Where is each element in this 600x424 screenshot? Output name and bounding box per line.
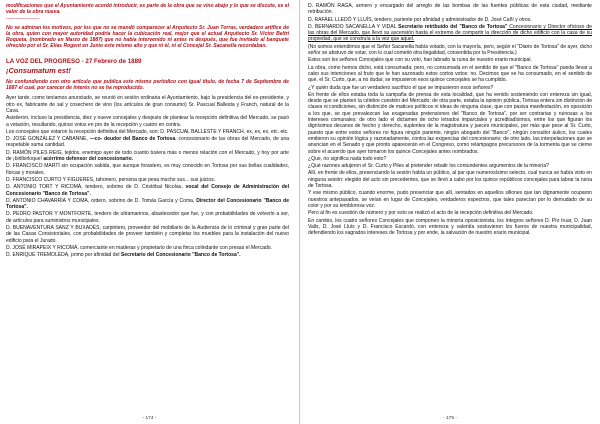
body-paragraph: D. RAMÓN PILES REIG, tejidos, enemigo ayer de todo cuanto tuviera más o menos relación con el Mercado, y hoy por arte de ¡birlibirloque! acérrimo defensor del concesionario. bbox=[6, 149, 289, 163]
body-paragraph: (No somos entendimos que el Señor Sacanella había votado, con la mayoría, pero, según el "Diario de Tortosa" de ayer, dicho señor se abstuvo de votar, con lo cual cometió otra ilegalidad, consentida por la Presidencia.) bbox=[308, 43, 592, 57]
page-number-right: - 175 - bbox=[443, 416, 457, 421]
body-paragraph: Y ese mismo público, cuando enorme, pudo presenciar que allí, sentados en aquellos sillones que tan dignamente ocuparon nuestros antepasados, se veían en lugar de Concejales, verdaderos espectros, que tales parecían por lo demudado de su color y por su temblorosa voz. bbox=[308, 190, 592, 209]
body-paragraph: ¿Qué razones adujeron el Sr. Curto y Piles al pretender rebatir los contundentes argumentos de la minoría? bbox=[308, 163, 549, 170]
body-paragraph: D. PEDRO PASTOR Y MONTFORTE, tendero de ultramarinos, abastecedor que fue, y con probabilidades de volverlo a ser, de artículos para suministros municipales. bbox=[6, 211, 289, 224]
body-paragraph: D. JOSÉ MIRAPEIX Y RICOMÁ, comerciante en maderas y propietario de una finca colindante con presas el Mercado. bbox=[6, 244, 273, 251]
intro-paragraph: modificaciones que el Ayuntamiento acordó introducir, es parte de la obra que se vino abajo y lo que se discute, es el valor de la obra nueva. bbox=[6, 3, 289, 16]
right-page bbox=[300, 0, 600, 424]
separator-line: -------------------- bbox=[6, 15, 40, 22]
body-paragraph: ¿Y quién duda que fue un verdadero sacrificio el que se impusieron esos señores? bbox=[308, 84, 494, 91]
body-paragraph: En cambio, los cuatro señores Concejales que componen la minoría oposicionista, los íntegros señores D. Pío Iruar, D. Juan Valls, D. José Lluís y D. Francisco Escardó, con entereza y valentía sostuvieron los fueros de nuestra municipalidad, defendiendo los sagrados intereses de Tortosa y por ende, la salvación de nuestro erario municipal. bbox=[308, 217, 592, 237]
body-paragraph: ¿Que, no significa nada todo esto? bbox=[308, 155, 387, 162]
body-paragraph: Ayer tarde, como teníamos anunciado, se reunió en sesión ordinaria el Ayuntamiento, bajo la presidencia del ex-presidente, y otro ex, fabricante de sal y cosechero de vino (los artículos de gran consumo) Sr. Pascual Ballesta y Franch, natural de la Cava. bbox=[6, 95, 289, 114]
body-paragraph: D. ENRIQUE TREMOLEDA, primo por afinidad del Secretario del Concesionario "Banco de Tortosa". bbox=[6, 252, 241, 259]
note-paragraph: No se admiran los motivos, por los que no se mandó comparecer al Arquitecto Sr. Juan Torras, verdadero artífice de la obra, quien con mayor autoridad podría hacer la cubicación real, mejor que el actual Arquitecto Sr. Víctor Beltrí Roqueta, (nombrado en Marzo de 1887) que no había intervenido ni antes ni después, que fue invitado al banquete ofrecido por el Sr. Elías Rogent en Junio este mismo año y que ni él, ni el Concejal Sr. Sacanella recordaban. bbox=[6, 24, 289, 50]
body-paragraph: D. RAFAEL LLEDÓ Y LLUÍS, tendero, pariente por afinidad y administrador de D. José Cañí y otros. bbox=[308, 16, 532, 23]
body-paragraph: En frente de ellos estaba toda la campaña de prensa de esta localidad, que ha venido sosteniendo con entereza sin igual, desde que se planteó la célebre cuestión del Mercado; de otra parte, estaba la opinión pública, Tortosa entera sin distinción de clases ni condiciones, sin distinción de matices políticos ni ideas de ninguna clase, que con pasiva manifestación, en oposición a los que, se que prevalezcan las exageradas pretensiones del "Banco de Tortosa", por ser contrarias y ruinosas a los intereses comunales: de otro lado el dictamen de ocho letrados imparciales y acreditadísimos, entre los que figuran los dignísimos decanos de hecho y derecho, suplentes de la magistratura y jueces municipales, por más que pese al Sr. Curto, puesto que entre estos señores no figura ningún pariente, ningún abogado del "Banco", ningún consultor áulico, los cuales emitieron su opinión lógica y razonadamente, contra las exigencias del concesionario; de otro lado, las interpelaciones que se anuncian en el Senado y que pronto aparecerán en el Congreso, como relámpagos precursores de la tormenta que se cierne sobre el acuerdo que ayer tomaron los quince Concejales antes nombrados. bbox=[308, 91, 592, 155]
body-paragraph: D. BERNARDO SACANELLA Y VIDAL Secretario retribuido del "Banco de Tortosa" Concesionario y Director oficioso de las obras del Mercado, que llevó su ascensión hasta el extremo de compartir la dirección de dicho edificio con la casa de su propiedad, que se construía a la vez que aquel. bbox=[308, 23, 592, 43]
body-paragraph: D. BUENAVENTURA SANZ Y BUXADÉS, carpintero, proveedor del mobiliario de la Audiencia de lo criminal y gran parte del de las Casas Consistoriales, con probabilidades de proveer también y completar los muebles para la instalación del nuevo edificio para el Jurado. bbox=[6, 225, 289, 244]
page-number-left: - 174 - bbox=[142, 416, 157, 421]
body-paragraph: D. ANTONIO CHAVARRÍA Y COMA, ordero, sobrino de D. Tomás García y Coma, Director del Concesionario "Banco de Tortosa". bbox=[6, 197, 289, 211]
article-heading: LA VOZ DEL PROGRESO - 27 Febrero de 1889 bbox=[6, 57, 142, 65]
left-column bbox=[0, 0, 299, 260]
body-paragraph: D. FRANCISCO CURTO Y FIGUERES, tahonero, persona que pesa mucho sus... sus juicios. bbox=[6, 176, 216, 183]
body-paragraph: Pero al fin es cuestión de número y por esto se realizó el acto de la recepción definitiva del Mercado. bbox=[308, 210, 534, 217]
body-paragraph: La obra, como hemos dicho, está consumada; pero, no consumada en el sentido de que el "Banco de Tortosa" pueda llevar a cabo sus intenciones al fruto que le han sazonado estos cortos votos: no. Decimos que se ha consumado, en el sentido de que, el Sr. Curto, que, a no dudar, se impusieron esos quince concejales se ha cumplido. bbox=[308, 64, 592, 84]
body-paragraph: D. FRANCISCO MARTÍ sin ocupación sabida, que aunque forastero, es muy conocido en Tortosa por sus bellas cualidades, físicas y morales. bbox=[6, 163, 289, 176]
body-paragraph: Los concejales que votaron la recepción definitiva del Mercado, son: D. PASCUAL BALLESTE Y FRANCH, ex, ex, ex, etc. etc. bbox=[6, 128, 289, 135]
body-paragraph: Allí, en frente de ellos, presenciando la sesión había un público, al par que numerosísimo selecto, cual nunca se había visto en ninguna sesión: elegido del acto sin precedentes, que se llevó a cabo por los quince repúblicos concejales para labrar la ruina de Tortosa. bbox=[308, 170, 592, 190]
body-paragraph: Asistieron, incluso la presidencia, diez y nueve concejales y después de plantear la recepción definitiva del Mercado, se pasó a votación, resultando, quince votos en pro de la recepción y cuatro en contra. bbox=[6, 115, 289, 128]
left-body bbox=[6, 95, 289, 258]
body-paragraph: D. JOSÉ GONZÁLEZ Y CABANNE, —co- deudor del Banco de Tortosa, concesionario de las obras del Mercado, de una respetable suma cantidad. bbox=[6, 136, 290, 149]
lead-paragraph: No confundiendo con otro artículo que publica este mismo periódico con igual título, de fecha 7 de Septiembre de 1887 el cual, por carecer de interés no se ha reproducido. bbox=[6, 78, 289, 92]
body-paragraph: Estos son los señores Concejales que con su voto, han labrado la ruina de nuestro erario municipal. bbox=[308, 57, 532, 64]
body-paragraph: D. RAMÓN RAGA, armero y encargado del arreglo de las bombas de las fuentes públicas de esta ciudad, mediante retribución. bbox=[308, 3, 592, 16]
right-column bbox=[300, 0, 600, 237]
article-subheading: ¡Consumatum est! bbox=[6, 65, 71, 75]
body-paragraph: D. ANTONIO TORT Y RICOMÁ, tendero, sobrino de D. Cristóbal Nicolau, vocal del Consejo de Administración del Concesionario "Banco de Tortosa". bbox=[6, 184, 289, 197]
